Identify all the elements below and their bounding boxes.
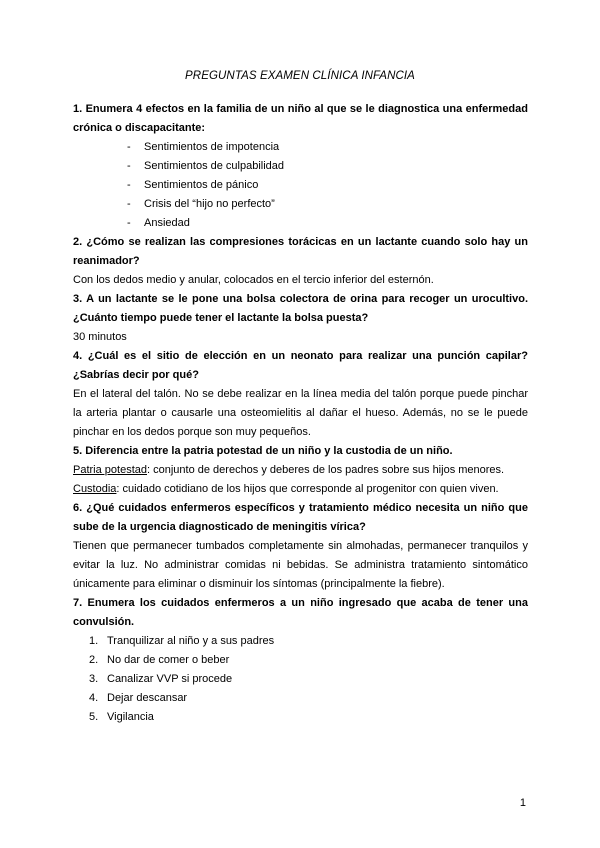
answer-2: Con los dedos medio y anular, colocados en el tercio inferior del esternón. xyxy=(73,274,434,286)
dash-bullet: - xyxy=(127,179,131,191)
dash-bullet: - xyxy=(127,160,131,172)
dash-bullet: - xyxy=(127,217,131,229)
dash-bullet: - xyxy=(127,141,131,153)
list-item: 1. Tranquilizar al niño y a sus padres xyxy=(89,635,275,647)
list-item: 2. No dar de comer o beber xyxy=(89,654,230,666)
term-custodia: Custodia xyxy=(73,483,117,495)
question-7: 7. Enumera los cuidados enfermeros a un niño ingresado que acaba de tener una convulsión. xyxy=(73,597,528,628)
list-item: - Sentimientos de culpabilidad xyxy=(73,157,528,176)
list-item: - Sentimientos de impotencia xyxy=(73,138,528,157)
list-item: 5. Vigilancia xyxy=(89,711,154,723)
term-patria-potestad: Patria potestad xyxy=(73,464,147,476)
list-item: 3. Canalizar VVP si procede xyxy=(89,673,233,685)
answer-6: Tienen que permanecer tumbados completamente sin almohadas, permanecer tranquilos y evitar la luz. No administrar comidas ni bebidas. Se administra tratamiento sintomático únicamente para eliminar o disminuir los síntomas (principalmente la fiebre). xyxy=(73,540,528,590)
question-3: 3. A un lactante se le pone una bolsa colectora de orina para recoger un urocultivo. ¿Cuánto tiempo puede tener el lactante la bolsa puesta? xyxy=(73,293,528,324)
answer-4: En el lateral del talón. No se debe realizar en la línea media del talón porque puede pinchar la arteria plantar o causarle una osteomielitis al dañar el hueso. Además, no se le puede pinchar en los dedos porque son muy pequeños. xyxy=(73,388,528,438)
question-4: 4. ¿Cuál es el sitio de elección en un neonato para realizar una punción capilar? ¿Sabrías decir por qué? xyxy=(73,350,528,381)
question-1: 1. Enumera 4 efectos en la familia de un niño al que se le diagnostica una enfermedad crónica o discapacitante: xyxy=(73,103,528,134)
page-number: 1 xyxy=(519,797,526,809)
answer-3: 30 minutos xyxy=(73,331,127,343)
list-item: - Sentimientos de pánico xyxy=(73,176,528,195)
q7-list xyxy=(73,632,528,727)
list-item: 4. Dejar descansar xyxy=(89,692,188,704)
document-title: PREGUNTAS EXAMEN CLÍNICA INFANCIA xyxy=(185,70,415,82)
question-6: 6. ¿Qué cuidados enfermeros específicos y tratamiento médico necesita un niño que sube de la urgencia diagnosticado de meningitis vírica? xyxy=(73,502,528,533)
list-item: - Ansiedad xyxy=(73,214,528,233)
document-body xyxy=(73,100,528,727)
q1-list xyxy=(73,138,528,233)
answer-5-patria: Patria potestad: conjunto de derechos y deberes de los padres sobre sus hijos menores. xyxy=(73,464,505,476)
question-2: 2. ¿Cómo se realizan las compresiones torácicas en un lactante cuando solo hay un reanimador? xyxy=(73,236,528,267)
question-5: 5. Diferencia entre la patria potestad de un niño y la custodia de un niño. xyxy=(73,445,453,457)
answer-5-custodia: Custodia: cuidado cotidiano de los hijos que corresponde al progenitor con quien viven. xyxy=(73,483,499,495)
list-item: - Crisis del “hijo no perfecto” xyxy=(73,195,528,214)
dash-bullet: - xyxy=(127,198,131,210)
